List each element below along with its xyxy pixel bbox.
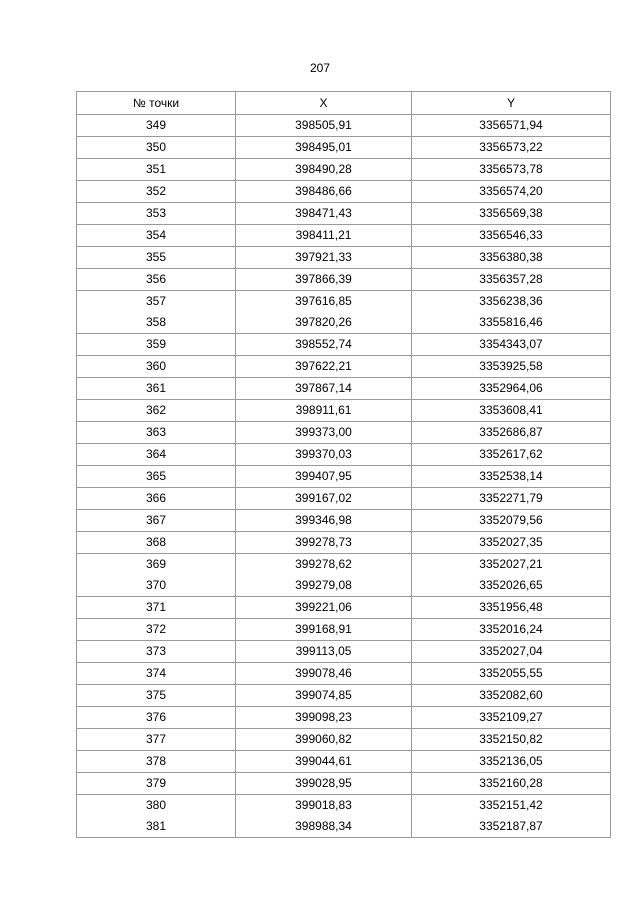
point-number-cell: 351 xyxy=(77,159,236,181)
y-coordinate-cell: 3356380,38 xyxy=(412,247,611,269)
y-coordinate-cell: 3352151,42 xyxy=(412,795,611,817)
x-coordinate-cell: 397921,33 xyxy=(236,247,412,269)
y-coordinate-cell: 3352082,60 xyxy=(412,685,611,707)
table-row xyxy=(77,115,611,137)
table-row xyxy=(77,159,611,181)
y-coordinate-cell: 3352109,27 xyxy=(412,707,611,729)
x-coordinate-cell: 399098,23 xyxy=(236,707,412,729)
point-number-cell: 357 xyxy=(77,291,236,313)
table-row xyxy=(77,181,611,203)
y-coordinate-cell: 3352187,87 xyxy=(412,816,611,838)
y-coordinate-cell: 3352271,79 xyxy=(412,488,611,510)
x-coordinate-cell: 398471,43 xyxy=(236,203,412,225)
table-header-row xyxy=(77,92,611,115)
y-coordinate-cell: 3352160,28 xyxy=(412,773,611,795)
table-row xyxy=(77,729,611,751)
y-coordinate-cell: 3352027,04 xyxy=(412,641,611,663)
table-row xyxy=(77,378,611,400)
point-number-cell: 376 xyxy=(77,707,236,729)
point-number-cell: 374 xyxy=(77,663,236,685)
table-row xyxy=(77,707,611,729)
point-number-cell: 379 xyxy=(77,773,236,795)
point-number-cell: 380 xyxy=(77,795,236,817)
table-row xyxy=(77,444,611,466)
table-row xyxy=(77,663,611,685)
x-coordinate-cell: 399373,00 xyxy=(236,422,412,444)
x-coordinate-cell: 399167,02 xyxy=(236,488,412,510)
x-coordinate-cell: 399407,95 xyxy=(236,466,412,488)
point-number-cell: 363 xyxy=(77,422,236,444)
table-row xyxy=(77,641,611,663)
page-number: 207 xyxy=(309,61,331,75)
y-coordinate-cell: 3356238,36 xyxy=(412,291,611,313)
x-coordinate-cell: 399113,05 xyxy=(236,641,412,663)
y-coordinate-cell: 3353608,41 xyxy=(412,400,611,422)
x-coordinate-cell: 397616,85 xyxy=(236,291,412,313)
x-coordinate-cell: 399078,46 xyxy=(236,663,412,685)
y-coordinate-cell: 3351956,48 xyxy=(412,597,611,619)
point-number-cell: 381 xyxy=(77,816,236,838)
y-coordinate-cell: 3356546,33 xyxy=(412,225,611,247)
x-coordinate-cell: 399278,62 xyxy=(236,554,412,576)
x-coordinate-cell: 399044,61 xyxy=(236,751,412,773)
table-row xyxy=(77,291,611,313)
x-coordinate-cell: 397820,26 xyxy=(236,312,412,334)
table-row xyxy=(77,247,611,269)
y-coordinate-cell: 3352964,06 xyxy=(412,378,611,400)
x-coordinate-cell: 399074,85 xyxy=(236,685,412,707)
x-coordinate-cell: 399279,08 xyxy=(236,575,412,597)
y-coordinate-cell: 3356573,22 xyxy=(412,137,611,159)
point-number-cell: 349 xyxy=(77,115,236,137)
table-row xyxy=(77,466,611,488)
point-number-cell: 356 xyxy=(77,269,236,291)
point-number-cell: 364 xyxy=(77,444,236,466)
table-row xyxy=(77,225,611,247)
table-row xyxy=(77,795,611,817)
table-row xyxy=(77,685,611,707)
point-number-cell: 377 xyxy=(77,729,236,751)
table-row xyxy=(77,334,611,356)
x-coordinate-cell: 398552,74 xyxy=(236,334,412,356)
table-row xyxy=(77,488,611,510)
table-row xyxy=(77,312,611,334)
point-number-cell: 372 xyxy=(77,619,236,641)
point-number-cell: 369 xyxy=(77,554,236,576)
x-coordinate-cell: 398911,61 xyxy=(236,400,412,422)
point-number-cell: 358 xyxy=(77,312,236,334)
x-coordinate-cell: 398988,34 xyxy=(236,816,412,838)
point-number-cell: 355 xyxy=(77,247,236,269)
y-coordinate-cell: 3352027,35 xyxy=(412,532,611,554)
point-number-cell: 375 xyxy=(77,685,236,707)
x-coordinate-cell: 398490,28 xyxy=(236,159,412,181)
table-row xyxy=(77,554,611,576)
table-row xyxy=(77,575,611,597)
y-coordinate-cell: 3354343,07 xyxy=(412,334,611,356)
table-row xyxy=(77,773,611,795)
y-coordinate-cell: 3352686,87 xyxy=(412,422,611,444)
x-coordinate-cell: 399060,82 xyxy=(236,729,412,751)
table-row xyxy=(77,400,611,422)
y-coordinate-cell: 3352136,05 xyxy=(412,751,611,773)
y-coordinate-cell: 3352026,65 xyxy=(412,575,611,597)
point-number-cell: 362 xyxy=(77,400,236,422)
table-row xyxy=(77,619,611,641)
column-header-point-number: № точки xyxy=(77,92,236,115)
x-coordinate-cell: 397622,21 xyxy=(236,356,412,378)
point-number-cell: 352 xyxy=(77,181,236,203)
column-header-x: X xyxy=(236,92,412,115)
point-number-cell: 366 xyxy=(77,488,236,510)
table-row xyxy=(77,137,611,159)
x-coordinate-cell: 397867,14 xyxy=(236,378,412,400)
y-coordinate-cell: 3356357,28 xyxy=(412,269,611,291)
y-coordinate-cell: 3353925,58 xyxy=(412,356,611,378)
table-row xyxy=(77,816,611,838)
x-coordinate-cell: 399221,06 xyxy=(236,597,412,619)
point-number-cell: 370 xyxy=(77,575,236,597)
point-number-cell: 371 xyxy=(77,597,236,619)
y-coordinate-cell: 3352538,14 xyxy=(412,466,611,488)
y-coordinate-cell: 3352150,82 xyxy=(412,729,611,751)
table-row xyxy=(77,422,611,444)
x-coordinate-cell: 399346,98 xyxy=(236,510,412,532)
y-coordinate-cell: 3356571,94 xyxy=(412,115,611,137)
point-number-cell: 350 xyxy=(77,137,236,159)
y-coordinate-cell: 3356574,20 xyxy=(412,181,611,203)
y-coordinate-cell: 3356573,78 xyxy=(412,159,611,181)
point-number-cell: 365 xyxy=(77,466,236,488)
y-coordinate-cell: 3352617,62 xyxy=(412,444,611,466)
x-coordinate-cell: 399168,91 xyxy=(236,619,412,641)
y-coordinate-cell: 3352079,56 xyxy=(412,510,611,532)
table-row xyxy=(77,203,611,225)
x-coordinate-cell: 397866,39 xyxy=(236,269,412,291)
point-number-cell: 361 xyxy=(77,378,236,400)
x-coordinate-cell: 398486,66 xyxy=(236,181,412,203)
table-body xyxy=(77,115,611,838)
point-number-cell: 359 xyxy=(77,334,236,356)
y-coordinate-cell: 3356569,38 xyxy=(412,203,611,225)
y-coordinate-cell: 3352027,21 xyxy=(412,554,611,576)
point-number-cell: 368 xyxy=(77,532,236,554)
point-number-cell: 373 xyxy=(77,641,236,663)
point-number-cell: 354 xyxy=(77,225,236,247)
point-number-cell: 353 xyxy=(77,203,236,225)
y-coordinate-cell: 3352016,24 xyxy=(412,619,611,641)
x-coordinate-cell: 399370,03 xyxy=(236,444,412,466)
x-coordinate-cell: 398495,01 xyxy=(236,137,412,159)
table-row xyxy=(77,510,611,532)
table-row xyxy=(77,356,611,378)
x-coordinate-cell: 399028,95 xyxy=(236,773,412,795)
x-coordinate-cell: 398411,21 xyxy=(236,225,412,247)
table-row xyxy=(77,751,611,773)
y-coordinate-cell: 3352055,55 xyxy=(412,663,611,685)
x-coordinate-cell: 399018,83 xyxy=(236,795,412,817)
table-row xyxy=(77,597,611,619)
coordinates-table xyxy=(76,91,611,838)
table-row xyxy=(77,532,611,554)
y-coordinate-cell: 3355816,46 xyxy=(412,312,611,334)
point-number-cell: 378 xyxy=(77,751,236,773)
x-coordinate-cell: 398505,91 xyxy=(236,115,412,137)
x-coordinate-cell: 399278,73 xyxy=(236,532,412,554)
column-header-y: Y xyxy=(412,92,611,115)
point-number-cell: 360 xyxy=(77,356,236,378)
table-row xyxy=(77,269,611,291)
point-number-cell: 367 xyxy=(77,510,236,532)
